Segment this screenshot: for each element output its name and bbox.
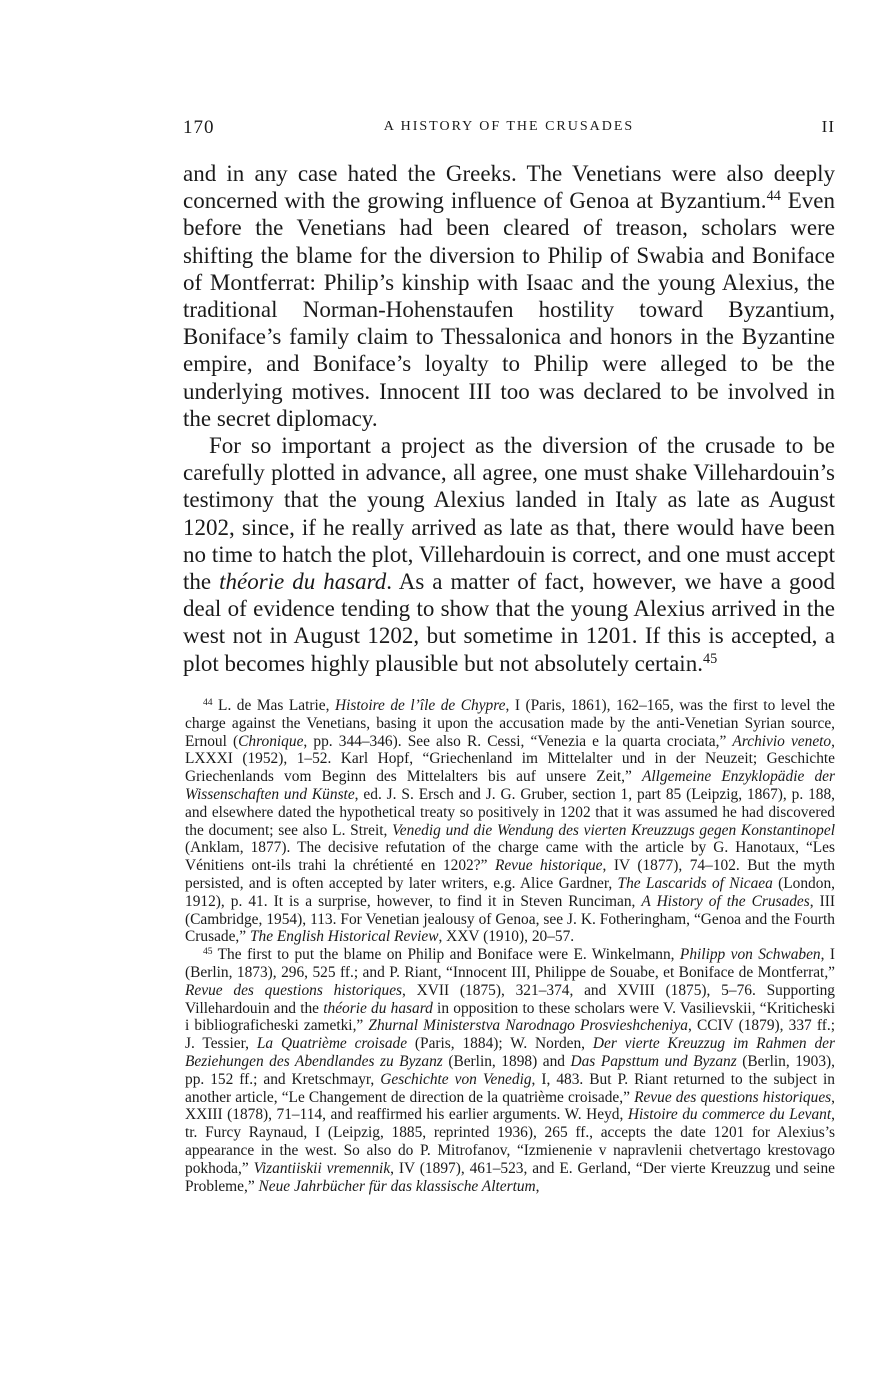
fn-text: , pp. 344–346). See also R. Cessi, “Venezia e la quarta crociata,” [303, 732, 733, 750]
fn-title: Venedig und die Wendung des vierten Kreuzzugs gegen Konstantinopel [392, 821, 835, 839]
footnote-ref-44: 44 [766, 188, 781, 205]
footnote-number: 45 [203, 945, 213, 957]
footnotes [185, 697, 835, 1195]
fn-text: (Paris, 1884); W. Norden, [407, 1035, 593, 1053]
fn-title: Vizantiiskii vremennik [253, 1159, 391, 1177]
fn-title: Chronique [238, 732, 304, 750]
fn-text: L. de Mas Latrie, [212, 697, 335, 714]
footnote-ref-45: 45 [702, 650, 718, 667]
fn-text: , I (Paris, 1861), 162–165, was the first to level the charge against the Venetians, basing it upon the accusation made by the anti-Venetian Syrian source, Ernoul ( [185, 697, 835, 750]
fn-title: The English Historical Review [249, 928, 439, 946]
footnote-44 [185, 697, 835, 946]
fn-title: Histoire du commerce du Levant [627, 1106, 832, 1124]
fn-text: , tr. Furcy Raynaud, I (Leipzig, 1885, reprinted 1936), 265 ff., accepts the date 1201 for Alexius’s appearance in the west. So also do P. Mitrofanov, “Izmienenie v napravlenii chetvertago krestovago pokhoda,” [185, 1106, 836, 1177]
fn-text: , III (Cambridge, 1954), 113. For Venetian jealousy of Genoa, see J. K. Fotheringham, “Genoa and the Fourth Crusade,” [185, 892, 835, 946]
footnote-number: 44 [203, 696, 213, 708]
fn-text: , LXXXI (1952), 1–52. Karl Hopf, “Griechenland im Mittelalter und in der Neuzeit; Geschichte Griechenlands vom Beginn des Mittelalters bis auf unsere Zeit,” [185, 732, 835, 786]
paragraph [183, 432, 835, 677]
fn-text: , IV (1897), 461–523, and E. Gerland, “Der vierte Kreuzzug und seine Probleme,” [185, 1159, 835, 1195]
fn-title: Archivio veneto [732, 732, 832, 750]
text-run: and in any case hated the Greeks. The Venetians were also deeply concerned with the growing influence of Genoa at Byzantium. [183, 161, 835, 214]
fn-title: Revue historique [494, 857, 603, 875]
fn-title: Zhurnal Ministerstva Narodnago Prosvieshcheniya [368, 1017, 688, 1035]
running-title: A HISTORY OF THE CRUSADES [383, 119, 635, 134]
fn-title: théorie du hasard [323, 999, 433, 1017]
fn-text: The first to put the blame on Philip and Boniface were E. Winkelmann, [212, 946, 680, 964]
volume-number: II [821, 117, 835, 136]
page-number: 170 [183, 117, 215, 138]
fn-title: Histoire de l’île de Chypre [334, 697, 506, 714]
italic-term: théorie du hasard [219, 569, 387, 595]
fn-text: , XVII (1875), 321–374, and XVIII (1875), 5–76. Supporting Villehardouin and the [185, 981, 836, 1017]
fn-text: , I (Berlin, 1873), 296, 525 ff.; and P. Riant, “Innocent III, Philippe de Souabe, et Boniface de Montferrat,” [185, 946, 835, 981]
fn-text: (London, 1912), p. 41. It is a surprise, however, to find it in Steven Runciman, [185, 874, 835, 910]
text-run: . As a matter of fact, however, we have a good deal of evidence tending to show that the young Alexius arrived in the west not in August 1202, but sometime in 1201. If this is accepted, a plot becomes highly plausible but not absolutely certain. [183, 569, 835, 676]
fn-text: in opposition to these scholars were V. Vasilievskii, “Kriticheski i bibliograficheski zametki,” [185, 999, 835, 1035]
footnote-45 [185, 946, 835, 1195]
main-text [183, 160, 835, 677]
fn-text: (Berlin, 1903), pp. 152 ff.; and Kretschmayr, [185, 1052, 835, 1088]
fn-text: , I, 483. But P. Riant returned to the subject in another article, “Le Changement de direction de la quatrième croisade,” [185, 1070, 835, 1106]
text-run: For so important a project as the diversion of the crusade to be carefully plotted in advance, all agree, one must shake Villehardouin’s testimony that the young Alexius landed in Italy as late as August 1202, since, if he really arrived as late as that, there would have been no time to hatch the plot, Villehardouin is correct, and one must accept the [183, 433, 835, 595]
fn-title: Der vierte Kreuzzug im Rahmen der Beziehungen des Abendlandes zu Byzanz [185, 1035, 835, 1070]
fn-text: , ed. J. S. Ersch and J. G. Gruber, section 1, part 85 (Leipzig, 1867), p. 188, and elsewhere dated the hypothetical treaty so positively in 1202 that it was assumed he had discovered the document; see also L. Streit, [185, 785, 835, 839]
fn-title: La Quatrième croisade [256, 1035, 408, 1053]
fn-text: , IV (1877), 74–102. But the myth persisted, and is often accepted by later writers, e.g. Alice Gardner, [185, 857, 836, 892]
fn-title: A History of the Crusades [641, 892, 810, 910]
fn-title: Neue Jahrbücher für das klassische Altertum [258, 1177, 536, 1195]
fn-title: Philipp von Schwaben [679, 946, 821, 964]
running-header [183, 117, 835, 139]
fn-title: Geschichte von Venedig [380, 1070, 532, 1088]
fn-text: , XXIII (1878), 71–114, and reaffirmed his earlier arguments. W. Heyd, [185, 1088, 836, 1124]
text-run: Even before the Venetians had been cleared of treason, scholars were shifting the blame for the diversion to Philip of Swabia and Boniface of Montferrat: Philip’s kinship with Isaac and the young Alexius, the traditional Norman-Hohenstaufen hostility toward Byzantium, Boniface’s family claim to Thessalonica and honors in the Byzantine empire, and Boniface’s loyalty to Philip were alleged to be the underlying motives. Innocent III too was declared to be involved in the secret diplomacy. [183, 188, 835, 431]
fn-title: Revue des questions historiques [634, 1088, 832, 1106]
fn-title: The Lascarids of Nicaea [617, 874, 773, 892]
fn-title: Das Papsttum und Byzanz [570, 1052, 737, 1070]
fn-text: , XXV (1910), 20–57. [438, 928, 575, 946]
fn-text: , CCIV (1879), 337 ff.; J. Tessier, [185, 1017, 835, 1053]
fn-text: , [535, 1177, 540, 1195]
fn-text: (Berlin, 1898) and [442, 1052, 571, 1070]
fn-title: Allgemeine Enzyklopädie der Wissenschaften und Künste [185, 768, 835, 803]
paragraph [183, 160, 835, 432]
fn-text: (Anklam, 1877). The decisive refutation of the charge came with the article by G. Hanotaux, “Les Vénitiens ont-ils trahi la chrétienté en 1202?” [185, 839, 835, 875]
fn-title: Revue des questions historiques [185, 981, 403, 999]
